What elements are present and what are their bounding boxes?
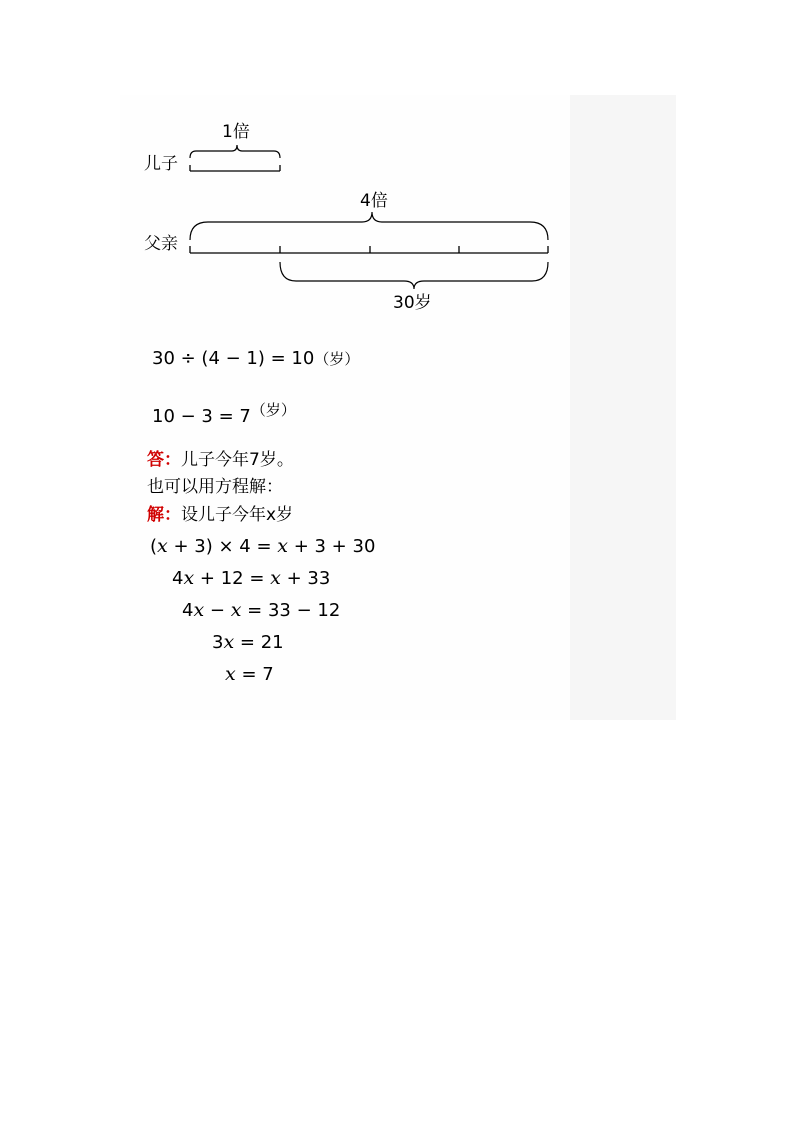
solution-text: 设儿子今年x岁 (181, 505, 294, 525)
eq2-num: 4 (172, 568, 184, 589)
eq1-open: ( (150, 536, 158, 557)
difference-brace (280, 262, 548, 289)
son-label: 儿子 (144, 154, 178, 174)
eq5-var: x (225, 663, 236, 685)
equation-2 (172, 567, 330, 590)
eq2-rhs-rest: + 33 (280, 568, 331, 589)
equation-4 (212, 631, 284, 654)
eq3-mid-var: x (230, 599, 242, 621)
eq2-rhs-var: x (270, 567, 281, 589)
answer-text: 儿子今年7岁。 (181, 450, 294, 470)
eq3-var: x (193, 599, 205, 621)
eq4-rest: = 21 (234, 632, 284, 653)
solution-line (147, 505, 293, 525)
difference-label: 30岁 (393, 293, 432, 313)
eq2-var: x (183, 567, 195, 589)
eq4-num: 3 (212, 632, 224, 653)
eq4-var: x (223, 631, 235, 653)
eq2-lhs-rest: + 12 = (194, 568, 271, 589)
father-label: 父亲 (144, 234, 178, 254)
eq3-num: 4 (182, 600, 194, 621)
eq5-rest: = 7 (235, 664, 274, 685)
son-brace (190, 145, 280, 158)
equation-3 (182, 599, 340, 622)
eq1-rhs-rest: + 3 + 30 (287, 536, 376, 557)
calc-step-1 (152, 348, 359, 370)
solution-prefix: 解： (147, 505, 181, 525)
answer-line (147, 450, 294, 470)
calc-step-2-expr: 10 − 3 = 7 (152, 406, 251, 427)
eq1-op: × 4 = (212, 536, 278, 557)
eq3-mid: − (204, 600, 231, 621)
calc-step-2-unit: （岁） (250, 401, 296, 419)
eq3-rest: = 33 − 12 (241, 600, 341, 621)
eq1-var: x (157, 535, 168, 557)
answer-prefix: 答： (147, 450, 181, 470)
alternative-line: 也可以用方程解： (147, 477, 283, 497)
father-multiple-label: 4倍 (360, 191, 388, 211)
eq1-lhs-rest: + 3) (167, 536, 213, 557)
eq1-rhs-var: x (277, 535, 288, 557)
equation-1 (150, 535, 375, 558)
calc-step-2 (152, 401, 296, 428)
father-brace (190, 212, 548, 240)
calc-step-1-unit: （岁） (314, 350, 360, 368)
calc-step-1-expr: 30 ÷ (4 − 1) = 10 (152, 348, 315, 369)
equation-5 (225, 663, 274, 686)
son-multiple-label: 1倍 (222, 122, 250, 142)
